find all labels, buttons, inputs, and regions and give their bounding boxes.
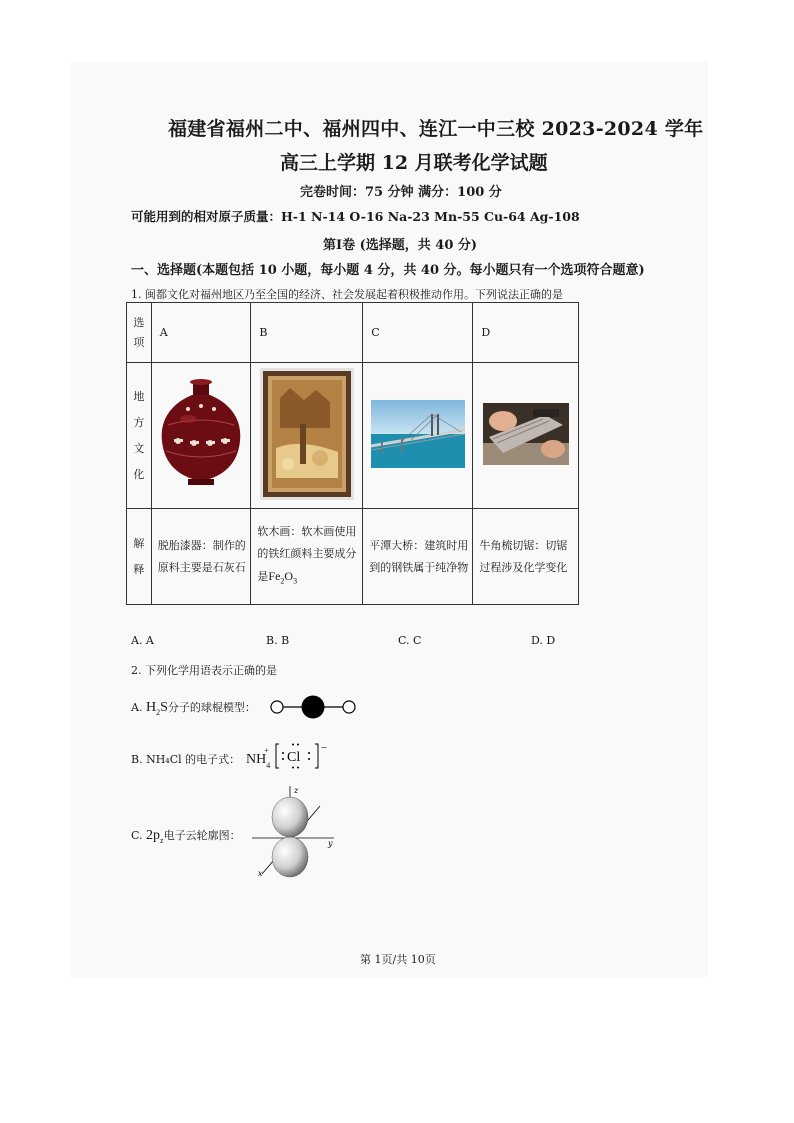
atomic-masses: 可能用到的相对原子质量：H-1 N-14 O-16 Na-23 Mn-55 Cu-64 Ag-108 [131,209,580,224]
horn-comb-image [483,403,569,465]
row-header-options: 选项 [127,303,152,363]
volume-heading: 第Ⅰ卷 (选择题，共 40 分) [323,238,478,253]
cl-symbol: Cl [286,750,300,765]
option-a-explanation: 脱胎漆器：制作的原料主要是石灰石 [151,509,251,605]
x-axis-label: x [258,869,263,878]
answer-c[interactable]: C. C [398,634,422,647]
h2s-ball-stick-model [270,694,356,720]
option-b-explanation [251,509,363,605]
table-row [127,509,579,605]
option-b-explanation-text: 软木画：软木画使用的铁红颜料主要成分是 [257,524,357,583]
sea-bridge-image [371,400,465,468]
z-axis-label: z [294,786,299,795]
option-d-explanation: 牛角梳切锯：切锯过程涉及化学变化 [473,509,579,605]
option-c-image-cell [363,363,473,509]
h2s-formula: $H_2S$ [145,700,168,717]
exam-subtitle: 高三上学期 12 月联考化学试题 [280,152,548,174]
q2-option-a-label: A. [131,701,143,714]
q2-option-c-label: C. [131,829,143,842]
option-d-letter: D [473,303,579,363]
exam-info: 完卷时间：75 分钟 满分：100 分 [300,185,502,200]
option-c-letter: C [363,303,473,363]
page-footer: 第 1页/共 10页 [360,953,436,966]
fe2o3-formula: $Fe_2O_3$ [268,568,298,586]
q2-option-a[interactable] [131,699,256,717]
option-d-image-cell [473,363,579,509]
question-1-stem: 1. 闽都文化对福州地区乃至全国的经济、社会发展起着积极推动作用。下列说法正确的是 [131,288,563,301]
cork-painting-image [260,368,354,500]
q2-option-a-text: 分子的球棍模型： [167,701,256,714]
option-a-image-cell [151,363,251,509]
row-header-explanation: 解释 [127,509,152,605]
2pz-label: $2p_z$ [146,828,164,845]
option-a-letter: A [151,303,251,363]
answer-b[interactable]: B. B [266,634,290,647]
question-1-table [126,302,579,605]
section-heading: 一、选择题(本题包括 10 小题，每小题 4 分，共 40 分。每小题只有一个选项符合题意) [131,263,645,278]
minus-charge: − [320,742,327,754]
y-axis-label: y [328,839,333,848]
option-b-letter: B [251,303,363,363]
nh4cl-electron-formula [246,744,331,774]
2pz-orbital-diagram [244,784,340,880]
row-header-culture: 地方文化 [127,363,152,509]
q2-option-b-text: NH₄Cl 的电子式： [146,753,241,766]
option-b-image-cell [251,363,363,509]
q2-option-b[interactable] [131,751,240,767]
table-row [127,363,579,509]
question-2-stem: 2. 下列化学用语表示正确的是 [131,664,277,677]
option-c-explanation: 平潭大桥：建筑时用到的钢铁属于纯净物 [363,509,473,605]
answer-d[interactable]: D. D [531,634,556,647]
nh4-ion: $NH_4^+$ [246,745,271,771]
table-row [127,303,579,363]
q2-option-b-label: B. [131,753,143,766]
lacquer-vase-image [158,379,244,489]
answer-a[interactable]: A. A [131,634,154,647]
exam-title: 福建省福州二中、福州四中、连江一中三校 2023-2024 学年 [168,118,704,140]
q2-option-c-text: 电子云轮廓图： [163,829,241,842]
cl-bracket-diagram [275,741,331,771]
q2-option-c[interactable] [131,827,241,845]
